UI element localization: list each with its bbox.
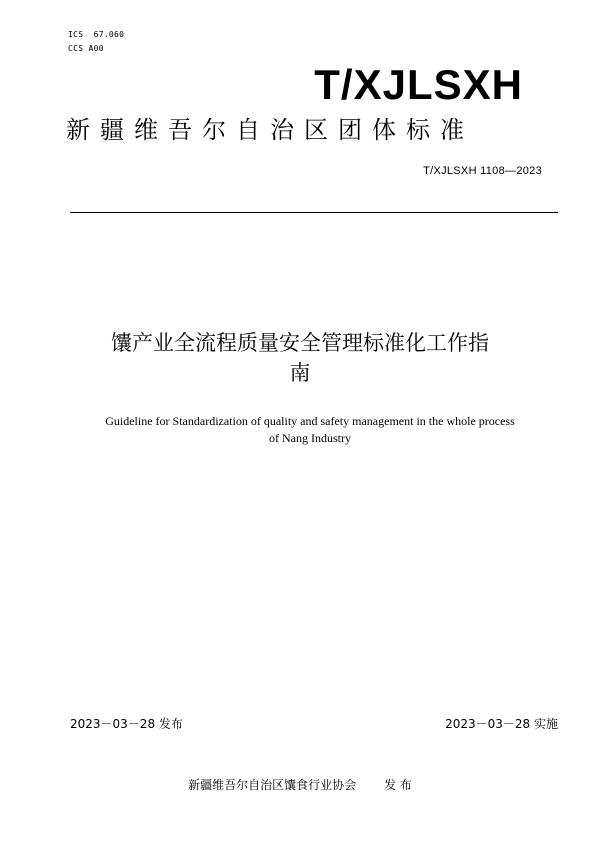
issuer-action: 发 布 — [384, 778, 412, 792]
standard-number: T/XJLSXH 1108—2023 — [423, 165, 542, 177]
ics-code: ICS 67.060 — [68, 30, 125, 39]
issuing-body — [0, 777, 600, 793]
publication-date: 2023－03－28 发布 — [70, 717, 183, 731]
issuer-name: 新疆维吾尔自治区馕食行业协会 — [188, 778, 357, 792]
english-title — [60, 413, 560, 447]
chinese-title — [60, 328, 540, 388]
standard-type-heading: 新疆维吾尔自治区团体标准 — [66, 116, 474, 144]
english-title-line-2: of Nang Industry — [269, 431, 351, 445]
english-title-line-1: Guideline for Standardization of quality and safety management in the whole process — [105, 414, 515, 428]
standard-mark: T/XJLSXH — [314, 61, 523, 108]
chinese-title-line-2: 南 — [289, 361, 311, 385]
implementation-date: 2023－03－28 实施 — [445, 717, 558, 731]
classification-codes — [68, 28, 124, 56]
header-divider — [70, 212, 558, 213]
ccs-code: CCS A00 — [68, 44, 104, 53]
chinese-title-line-1: 馕产业全流程质量安全管理标准化工作指 — [111, 331, 489, 355]
